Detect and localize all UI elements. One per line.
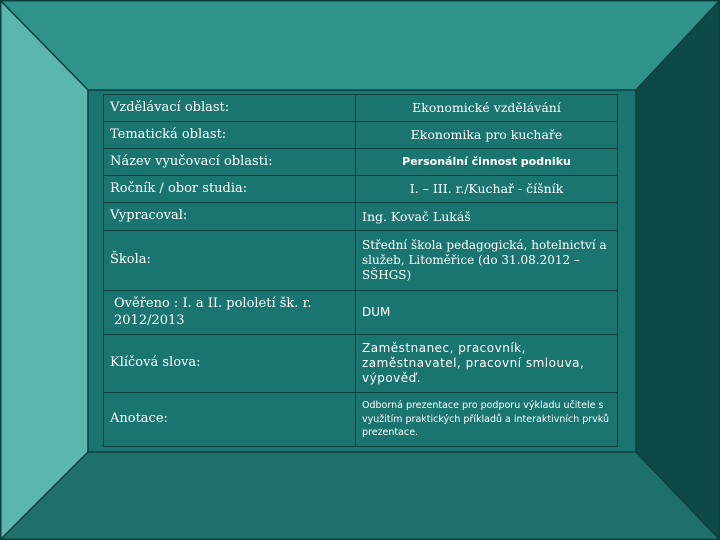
row-value: I. – III. r./Kuchař - číšník [356, 176, 618, 203]
right-bevel [636, 0, 720, 540]
row-label: Škola: [104, 231, 356, 291]
row-label: Anotace: [104, 393, 356, 447]
row-label: Klíčová slova: [104, 335, 356, 393]
row-value: Odborná prezentace pro podporu výkladu učitele s využitím praktických příkladů a interaktivních prvků prezentace. [356, 393, 618, 447]
row-value: Střední škola pedagogická, hotelnictví a služeb, Litoměřice (do 31.08.2012 – SŠHGS) [356, 231, 618, 291]
row-label: Vypracoval: [104, 203, 356, 231]
table-row [104, 149, 618, 176]
left-bevel [0, 0, 88, 540]
table-row [104, 231, 618, 291]
row-value: DUM [356, 291, 618, 335]
table-row [104, 122, 618, 149]
table-row [104, 203, 618, 231]
table-row [104, 393, 618, 447]
table-row [104, 291, 618, 335]
row-label: Ověřeno : I. a II. pololetí šk. r. 2012/2013 [104, 291, 356, 335]
table-row [104, 335, 618, 393]
row-value: Ekonomické vzdělávání [356, 95, 618, 122]
row-value: Ekonomika pro kuchaře [356, 122, 618, 149]
table-row [104, 95, 618, 122]
row-label: Název vyučovací oblasti: [104, 149, 356, 176]
row-label: Tematická oblast: [104, 122, 356, 149]
row-label: Ročník / obor studia: [104, 176, 356, 203]
row-value: Zaměstnanec, pracovník, zaměstnavatel, pracovní smlouva, výpověď. [356, 335, 618, 393]
bottom-bevel [0, 452, 720, 540]
row-label: Vzdělávací oblast: [104, 95, 356, 122]
table-row [104, 176, 618, 203]
info-table [103, 94, 618, 447]
top-bevel [0, 0, 720, 90]
row-value: Ing. Kovač Lukáš [356, 203, 618, 231]
row-value: Personální činnost podniku [356, 149, 618, 176]
